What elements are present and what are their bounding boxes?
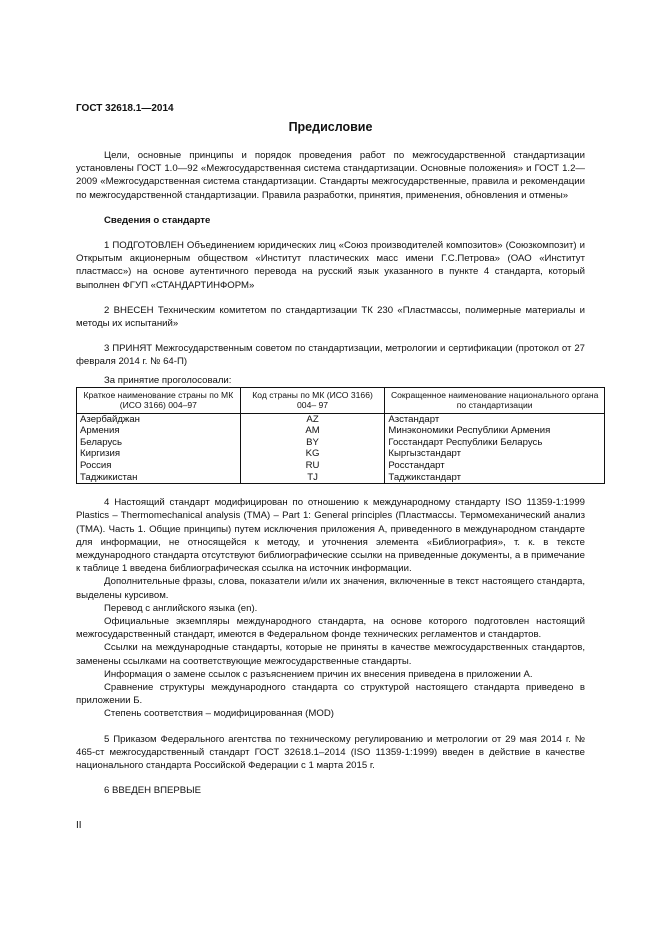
country-name: Армения [77, 425, 241, 437]
table-caption: За принятие проголосовали: [104, 374, 232, 386]
header-country: Краткое наименование страны по МК (ИСО 3166) 004–97 [77, 387, 241, 413]
page-title: Предисловие [288, 120, 373, 134]
country-code: AM [240, 425, 385, 437]
agency-name: Минэкономики Республики Армения [385, 425, 605, 437]
table-row [77, 448, 605, 460]
standard-designation: ГОСТ 32618.1—2014 [76, 103, 174, 114]
country-name: Беларусь [77, 437, 241, 449]
item-4-translation-note: Перевод с английского языка (en). [104, 602, 258, 614]
foreword-body [76, 149, 599, 797]
country-code: KG [240, 448, 385, 460]
intro-paragraph: Цели, основные принципы и порядок проведения работ по межгосударственной стандартизации установлены ГОСТ 1.0—92 «Межгосударственная система стандартизации. Основные положения» и ГОСТ 1.2—2009 «Межгосударственная система стандартизации. Стандарты межгосударственные, правила и рекомендации по межгосударственной стандартизации. Правила разработки, принятия, применения, обновления и отмены» [76, 150, 585, 201]
agency-name: Росстандарт [385, 460, 605, 472]
item-4-conformity-degree: Степень соответствия – модифицированная (MOD) [104, 708, 334, 720]
voting-countries-table [76, 387, 605, 485]
country-name: Россия [77, 460, 241, 472]
info-heading: Сведения о стандарте [104, 214, 211, 226]
agency-name: Азстандарт [385, 413, 605, 425]
item-4-italics-note: Дополнительные фразы, слова, показатели и/или их значения, включенные в текст настоящего стандарта, выделены курсивом. [76, 576, 585, 601]
country-name: Таджикистан [77, 472, 241, 484]
item-4-modification: 4 Настоящий стандарт модифицирован по отношению к международному стандарту ISO 11359-1:1999 Plastics – Thermomechanical analysis (TMA) – Part 1: General principles (Пластмассы. Термомеханический анализ (TMA). Часть 1. Общие принципы) путем исключения приложения А, приведенного в международном стандарте для информации, не относящейся к методу, и уточнения элемента «Библиография», т. к. в тексте международного стандарта отсутствуют библиографические ссылки на приведенные документы, а в примечание к таблице 1 введена библиографическая ссылка на источник информации. [76, 497, 585, 575]
item-3-adopted: 3 ПРИНЯТ Межгосударственным советом по стандартизации, метрологии и сертификации (протокол от 27 февраля 2014 г. № 64-П) [76, 343, 585, 368]
country-name: Киргизия [77, 448, 241, 460]
item-5-order: 5 Приказом Федерального агентства по техническому регулированию и метрологии от 29 мая 2014 г. № 465-ст межгосударственный стандарт ГОСТ 32618.1–2014 (ISO 11359-1:1999) введен в действие в качестве национального стандарта Российской Федерации с 1 марта 2015 г. [76, 733, 585, 772]
agency-name: Таджикстандарт [385, 472, 605, 484]
table-row [77, 460, 605, 472]
country-code: TJ [240, 472, 385, 484]
header-code: Код страны по МК (ИСО 3166) 004– 97 [240, 387, 385, 413]
header-agency: Сокращенное наименование национального органа по стандартизации [385, 387, 605, 413]
table-row [77, 413, 605, 425]
item-4-official-copies: Официальные экземпляры международного стандарта, на основе которого подготовлен настоящий межгосударственный стандарт, имеются в Федеральном фонде технических регламентов и стандартов. [76, 616, 585, 641]
agency-name: Кыргызстандарт [385, 448, 605, 460]
item-4-structure-comparison: Сравнение структуры международного стандарта со структурой настоящего стандарта приведено в приложении Б. [76, 682, 585, 707]
item-4-replacement-info: Информация о замене ссылок с разъяснением причин их внесения приведена в приложении А. [104, 668, 533, 680]
table-row [77, 437, 605, 449]
country-code: AZ [240, 413, 385, 425]
table-header-row [77, 387, 605, 413]
item-1-prepared: 1 ПОДГОТОВЛЕН Объединением юридических лиц «Союз производителей композитов» (Союзкомпозит) и Открытым акционерным обществом «Институт пластических масс имени Г.С.Петрова» (ОАО «Институт пластмасс») на основе аутентичного перевода на русский язык указанного в пункте 4 стандарта, который выполнен ФГУП «СТАНДАРТИНФОРМ» [76, 240, 585, 291]
item-2-introduced: 2 ВНЕСЕН Техническим комитетом по стандартизации ТК 230 «Пластмассы, полимерные материалы и методы их испытаний» [76, 304, 585, 330]
country-code: RU [240, 460, 385, 472]
page-number: II [76, 820, 82, 831]
country-code: BY [240, 437, 385, 449]
item-6-first-introduced: 6 ВВЕДЕН ВПЕРВЫЕ [104, 785, 202, 797]
agency-name: Госстандарт Республики Беларусь [385, 437, 605, 449]
item-4-references: Ссылки на международные стандарты, которые не приняты в качестве межгосударственных стандартов, заменены ссылками на соответствующие межгосударственные стандарты. [76, 642, 585, 667]
table-row [77, 425, 605, 437]
table-row [77, 472, 605, 484]
country-name: Азербайджан [77, 413, 241, 425]
